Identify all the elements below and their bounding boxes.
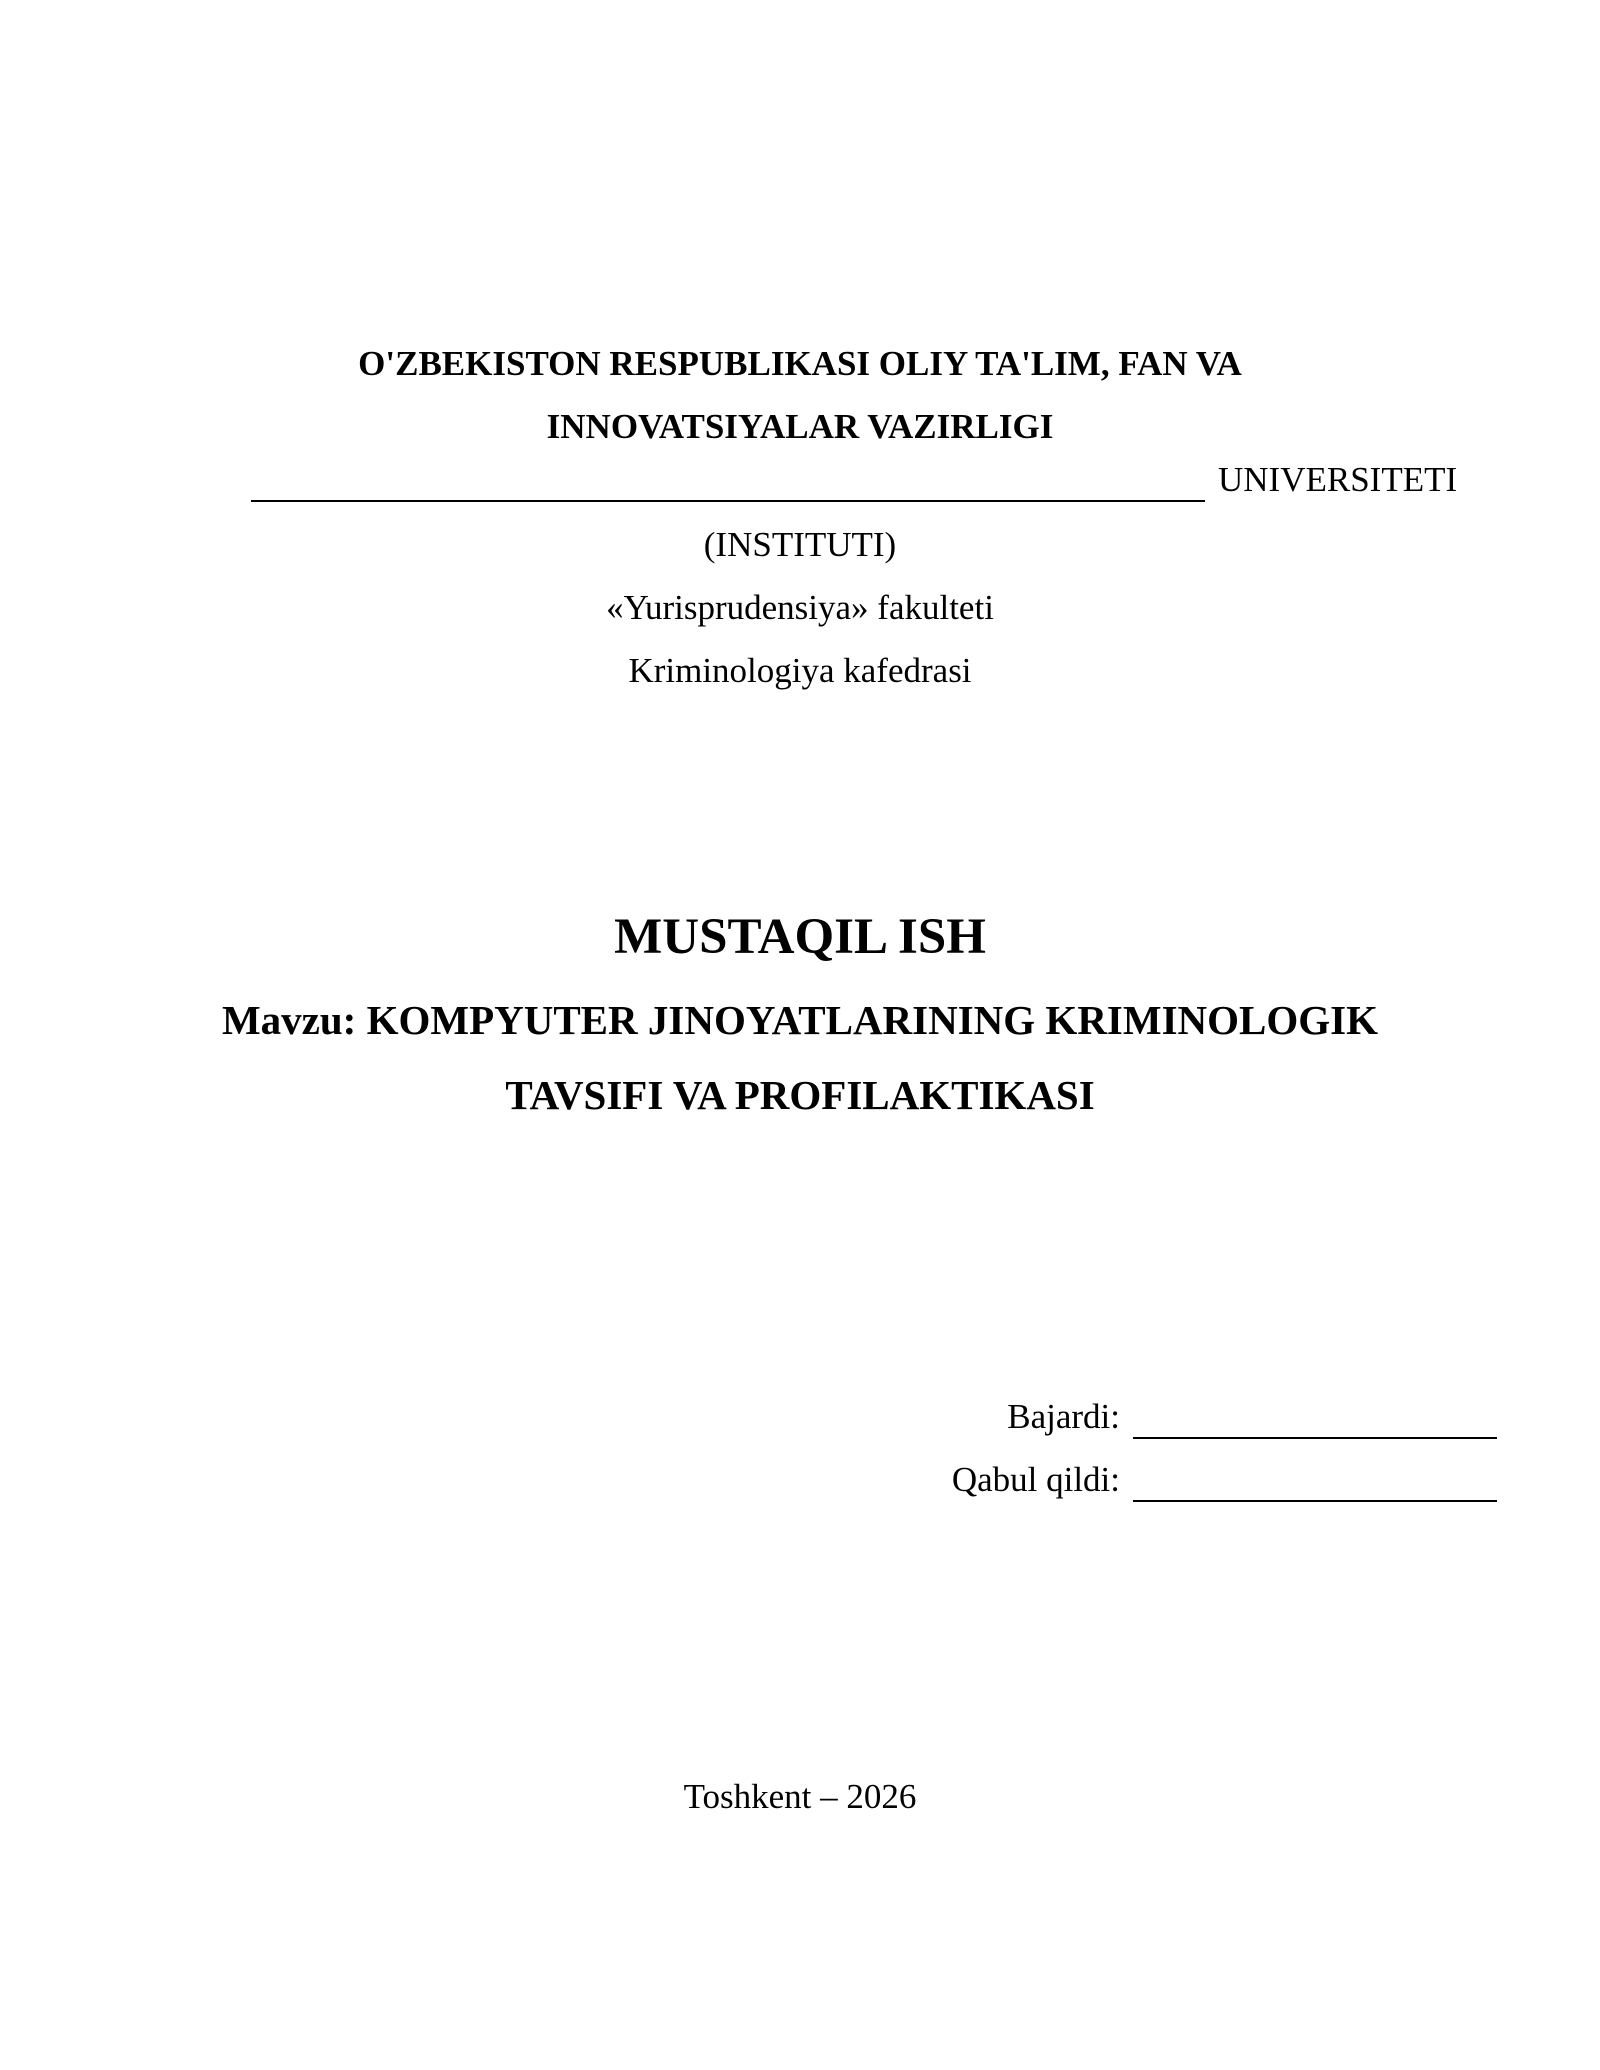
accepted-by-blank xyxy=(1133,1462,1497,1502)
ministry-line-2: INNOVATSIYALAR VAZIRLIGI xyxy=(546,407,1054,446)
work-type-title: MUSTAQIL ISH xyxy=(614,909,986,965)
accepted-by-label: Qabul qildi: xyxy=(951,1460,1120,1499)
topic-line-1: Mavzu: KOMPYUTER JINOYATLARINING KRIMINOLOGIK xyxy=(221,997,1379,1043)
faculty-line: «Yurisprudensiya» fakulteti xyxy=(606,588,994,627)
performed-by-blank xyxy=(1133,1399,1497,1439)
department-line: Kriminologiya kafedrasi xyxy=(628,651,972,690)
university-name-blank xyxy=(251,462,1205,502)
university-word: UNIVERSITETI xyxy=(1218,460,1458,499)
city-year: Toshkent – 2026 xyxy=(683,1777,917,1816)
performed-by-label: Bajardi: xyxy=(1007,1397,1120,1436)
ministry-line-1: O'ZBEKISTON RESPUBLIKASI OLIY TA'LIM, FAN VA xyxy=(358,344,1242,383)
institute-line: (INSTITUTI) xyxy=(703,525,897,564)
topic-line-2: TAVSIFI VA PROFILAKTIKASI xyxy=(505,1072,1095,1118)
